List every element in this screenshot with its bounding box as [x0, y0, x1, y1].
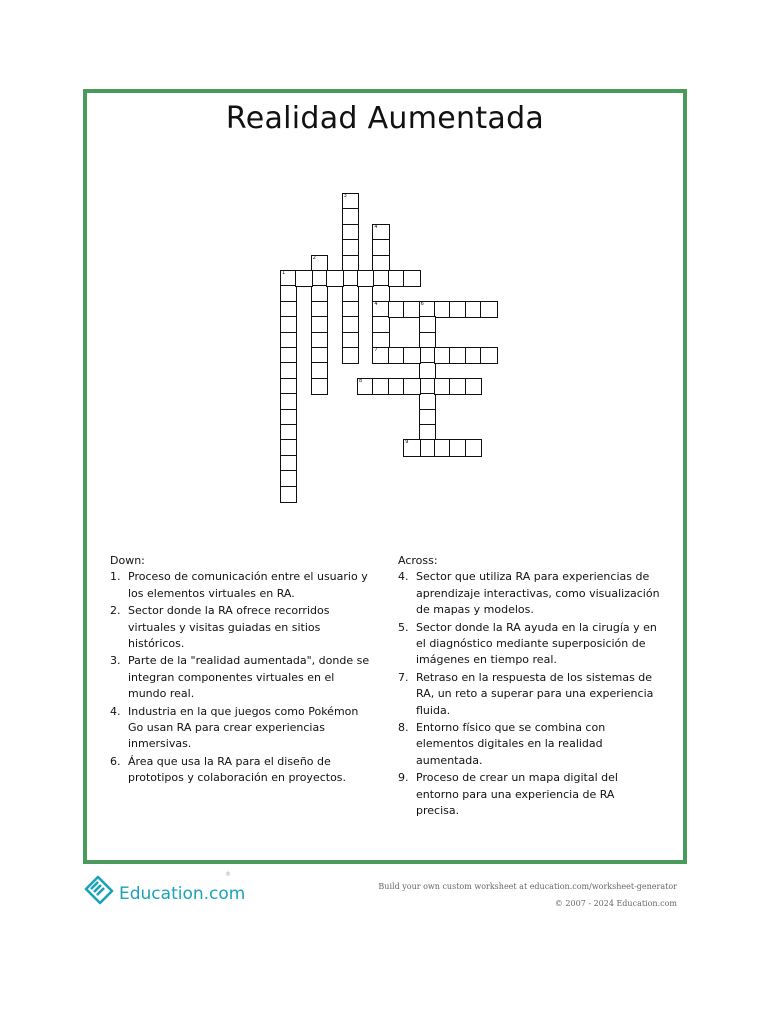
crossword-cell-number: 9	[405, 439, 409, 446]
crossword-cell[interactable]	[280, 486, 297, 503]
down-clue	[110, 569, 372, 602]
crossword-cell[interactable]	[465, 439, 482, 456]
down-clue-text: Proceso de comunicación entre el usuario y los elementos virtuales en RA.	[128, 570, 368, 600]
crossword-cell[interactable]	[480, 301, 497, 318]
crossword-cell-number: 4	[374, 300, 378, 307]
down-clue-number: 1.	[110, 570, 121, 584]
across-clue-text: Sector donde la RA ayuda en la cirugía y en el diagnóstico mediante superposición de imágenes en tiempo real.	[416, 620, 657, 667]
crossword-grid	[87, 93, 683, 533]
registered-mark: ®	[225, 871, 231, 878]
crossword-cell-number: 6	[420, 300, 424, 307]
education-logo-text: Education.com	[119, 884, 246, 904]
across-clue-number: 4.	[398, 570, 409, 584]
crossword-cell[interactable]	[480, 347, 497, 364]
across-clue-text: Entorno físico que se combina con elementos digitales en la realidad aumentada.	[416, 721, 606, 767]
down-clue-text: Industria en la que juegos como Pokémon Go usan RA para crear experiencias inmersivas.	[128, 704, 359, 751]
across-clue-number: 5.	[398, 620, 409, 634]
down-clue-number: 2.	[110, 604, 121, 618]
down-heading: Down:	[110, 554, 145, 567]
down-clues	[110, 553, 372, 788]
down-clue	[110, 704, 372, 753]
down-clue	[110, 754, 372, 787]
crossword-cell[interactable]	[403, 378, 420, 395]
across-clue	[398, 569, 660, 618]
across-clue-text: Sector que utiliza RA para experiencias de aprendizaje interactivas, como visualización de mapas y modelos.	[416, 570, 660, 617]
down-clue-text: Sector donde la RA ofrece recorridos virtuales y visitas guiadas en sitios históricos.	[128, 604, 330, 651]
down-clue-text: Parte de la "realidad aumentada", donde se integran componentes virtuales en el mundo real.	[128, 654, 370, 701]
down-clue	[110, 603, 372, 652]
across-clues	[398, 553, 660, 821]
education-logo[interactable]	[82, 870, 246, 910]
worksheet-title: Realidad Aumentada	[225, 101, 545, 136]
crossword-cell-number: 3	[343, 193, 347, 199]
crossword-cell[interactable]	[295, 270, 312, 287]
crossword-cell[interactable]	[326, 270, 343, 287]
across-clue-number: 9.	[398, 771, 409, 785]
down-clue-number: 4.	[110, 704, 121, 718]
across-clue	[398, 670, 660, 719]
crossword-cell[interactable]	[403, 347, 420, 364]
down-clue	[110, 653, 372, 702]
across-clue-number: 7.	[398, 670, 409, 684]
crossword-cell-number: 7	[374, 347, 378, 353]
crossword-cell[interactable]	[357, 270, 374, 287]
down-clue-number: 6.	[110, 754, 121, 768]
crossword-cell-number: 1	[282, 270, 286, 276]
education-logo-icon	[82, 872, 116, 906]
across-clue	[398, 620, 660, 669]
across-heading: Across:	[398, 554, 438, 567]
crossword-cell-number: 8	[359, 377, 363, 384]
down-clue-text: Área que usa la RA para el diseño de prototipos y colaboración en proyectos.	[128, 754, 347, 785]
across-clue-text: Retraso en la respuesta de los sistemas de RA, un reto a superar para una experiencia fluida.	[416, 670, 654, 717]
footer-generator-link[interactable]: Build your own custom worksheet at education.com/worksheet-generator	[378, 882, 677, 891]
crossword-cell-number: 2	[312, 254, 316, 261]
footer-copyright: © 2007 - 2024 Education.com	[554, 899, 677, 908]
worksheet-frame	[83, 89, 687, 864]
crossword-cell[interactable]	[403, 439, 420, 456]
crossword-cell[interactable]	[342, 347, 359, 364]
across-clue-text: Proceso de crear un mapa digital del entorno para una experiencia de RA precisa.	[416, 771, 618, 818]
across-clue-number: 8.	[398, 721, 409, 735]
across-clue	[398, 720, 660, 769]
crossword-cell-number: 4	[374, 223, 378, 230]
crossword-cell[interactable]	[465, 378, 482, 395]
crossword-cell[interactable]	[403, 270, 420, 287]
across-clue	[398, 770, 660, 819]
down-clue-number: 3.	[110, 654, 121, 668]
crossword-cell[interactable]	[311, 378, 328, 395]
